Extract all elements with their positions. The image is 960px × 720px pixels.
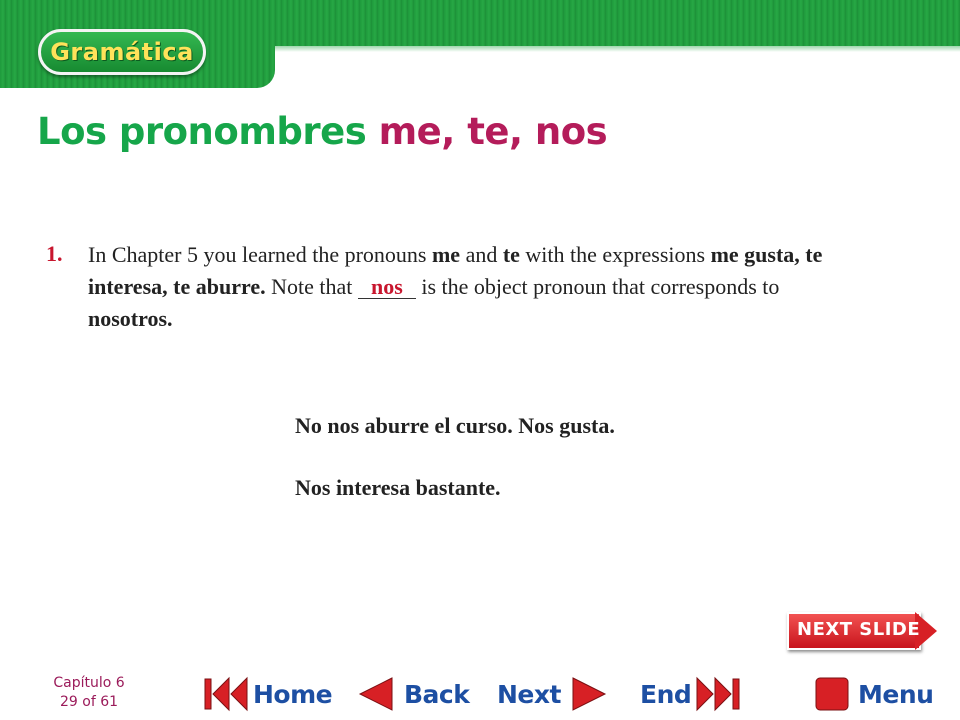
example-sentence-1: No nos aburre el curso. Nos gusta. bbox=[295, 413, 615, 438]
back-label: Back bbox=[404, 679, 470, 709]
next-slide-label: NEXT SLIDE bbox=[797, 619, 921, 640]
square-icon bbox=[814, 676, 850, 712]
header-shadow bbox=[275, 46, 960, 52]
paragraph-bold-text: nosotros. bbox=[88, 306, 173, 331]
answer-blank: nos bbox=[358, 276, 416, 299]
home-label: Home bbox=[253, 679, 333, 709]
back-button[interactable] bbox=[356, 672, 469, 716]
paragraph-bold-text: te bbox=[502, 242, 520, 267]
double-left-arrow-icon bbox=[203, 676, 249, 712]
next-button[interactable] bbox=[497, 672, 609, 716]
paragraph-text: and bbox=[460, 242, 503, 267]
section-label: Gramática bbox=[50, 38, 194, 66]
paragraph-text: with the expressions bbox=[519, 242, 711, 267]
menu-button[interactable] bbox=[814, 672, 933, 716]
chapter-label: Capítulo 6 bbox=[53, 675, 125, 691]
double-right-arrow-icon bbox=[695, 676, 741, 712]
home-button[interactable] bbox=[203, 672, 332, 716]
explanation-paragraph bbox=[88, 239, 868, 335]
paragraph-text: Note that bbox=[265, 274, 358, 299]
end-button[interactable] bbox=[640, 672, 741, 716]
page-title-part2: me, te, nos bbox=[378, 110, 608, 153]
page-counter: 29 of 61 bbox=[59, 694, 119, 710]
end-label: End bbox=[640, 679, 692, 709]
paragraph-bold-text: me gusta, te interesa, te aburre. bbox=[88, 242, 823, 299]
example-sentence-2: Nos interesa bastante. bbox=[295, 475, 501, 500]
paragraph-text: In Chapter 5 you learned the pronouns bbox=[88, 242, 432, 267]
right-arrow-icon bbox=[569, 676, 609, 712]
item-number: 1. bbox=[46, 241, 63, 266]
page-title-part1: Los pronombres bbox=[37, 110, 379, 153]
left-arrow-icon bbox=[356, 676, 396, 712]
page-title bbox=[37, 110, 607, 154]
next-slide-button[interactable] bbox=[787, 612, 945, 650]
next-label: Next bbox=[497, 679, 561, 709]
paragraph-bold-text: me bbox=[431, 242, 461, 267]
chapter-info bbox=[30, 674, 148, 712]
paragraph-text: is the object pronoun that corresponds to bbox=[415, 274, 780, 299]
menu-label: Menu bbox=[858, 679, 934, 709]
section-badge bbox=[38, 29, 206, 75]
